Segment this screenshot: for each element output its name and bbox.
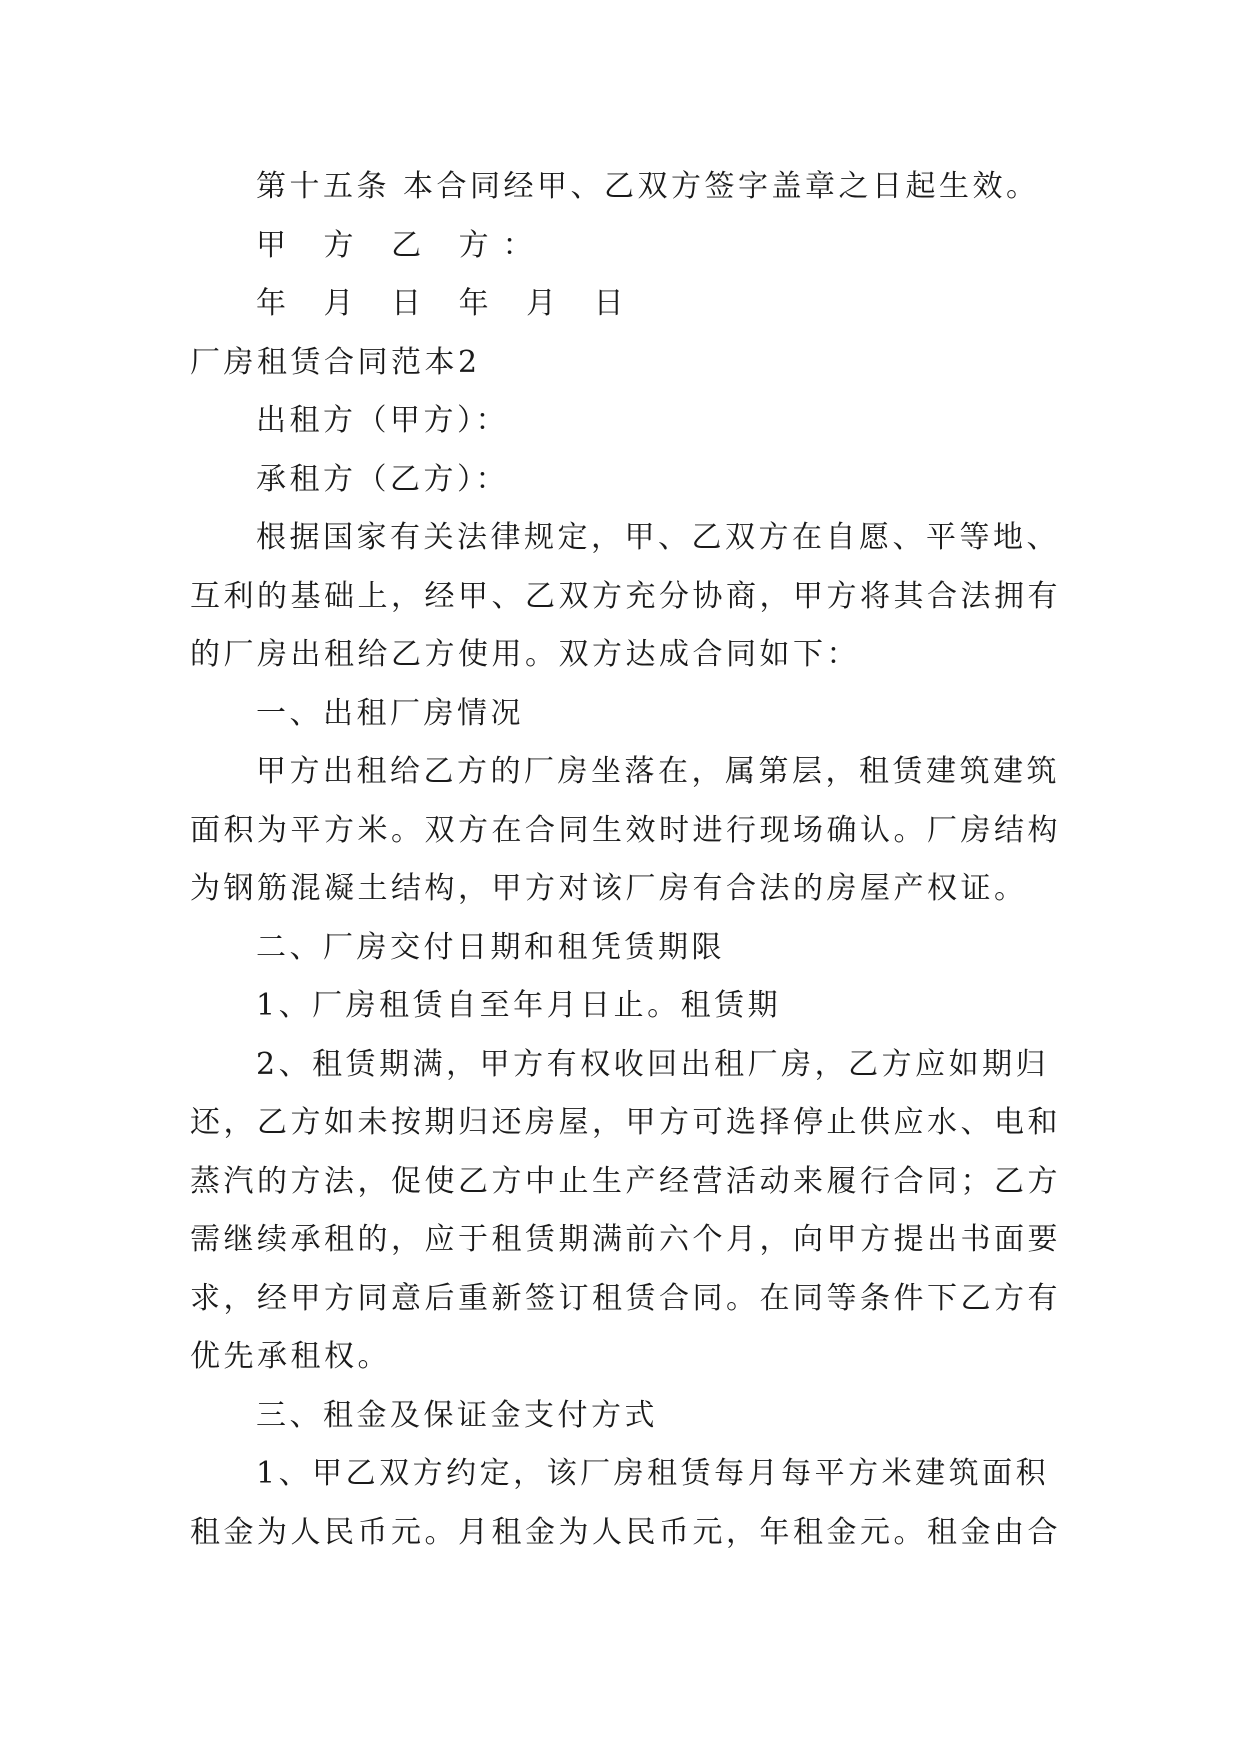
paragraph-line: 互利的基础上，经甲、乙双方充分协商，甲方将其合法拥有 [190,578,1061,614]
paragraph-line: 根据国家有关法律规定，甲、乙双方在自愿、平等地、 [256,520,1060,555]
signature-party-line: 甲 方 乙 方： [256,227,547,263]
paragraph-line: 为钢筋混凝土结构，甲方对该厂房有合法的房屋产权证。 [190,871,1028,906]
paragraph-line: 1、厂房租赁自至年月日止。租赁期 [256,988,782,1023]
lessee-line: 承租方（乙方）： [256,461,509,497]
paragraph-line: 求，经甲方同意后重新签订租赁合同。在同等条件下乙方有 [190,1280,1061,1316]
heading-line: 三、租金及保证金支付方式 [256,1397,658,1433]
paragraph-line: 租金为人民币元。月租金为人民币元，年租金元。租金由合 [190,1514,1061,1550]
section-title: 厂房租赁合同范本2 [190,344,481,380]
paragraph-line: 还，乙方如未按期归还房屋，甲方可选择停止供应水、电和 [190,1105,1061,1140]
signature-date-line: 年 月 日 年 月 日 [256,286,638,321]
paragraph-line: 甲方出租给乙方的厂房坐落在，属第层，租赁建筑建筑 [256,754,1060,789]
paragraph-line: 面积为平方米。双方在合同生效时进行现场确认。厂房结构 [190,812,1061,848]
lessor-line: 出租方（甲方）： [256,403,509,438]
clause-15-line: 第十五条 本合同经甲、乙双方签字盖章之日起生效。 [256,169,1040,204]
paragraph-line: 的厂房出租给乙方使用。双方达成合同如下： [190,637,860,672]
paragraph-line: 蒸汽的方法，促使乙方中止生产经营活动来履行合同；乙方 [190,1163,1061,1199]
paragraph-line: 1、甲乙双方约定，该厂房租赁每月每平方米建筑面积 [256,1456,1050,1491]
paragraph-line: 2、租赁期满，甲方有权收回出租厂房，乙方应如期归 [256,1046,1050,1082]
heading-line: 一、出租厂房情况 [256,695,524,731]
heading-line: 二、厂房交付日期和租凭赁期限 [256,929,725,965]
document-body [190,158,1060,1562]
paragraph-line: 需继续承租的，应于租赁期满前六个月，向甲方提出书面要 [190,1222,1061,1257]
paragraph-line: 优先承租权。 [190,1339,391,1374]
